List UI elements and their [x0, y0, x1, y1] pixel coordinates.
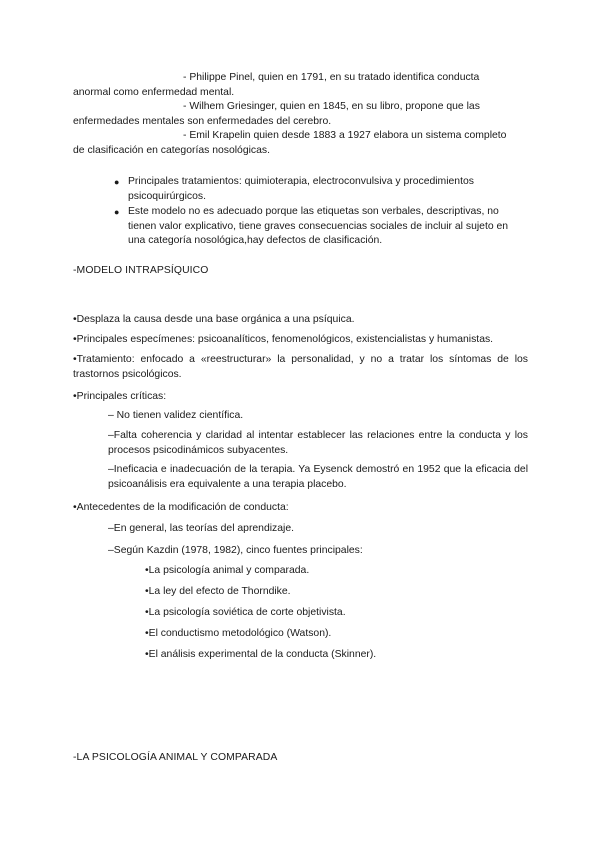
bullet-text: Este modelo no es adecuado porque las etiquetas son verbales, descriptivas, no tienen valor explicativo, tiene graves consecuencias sociales de incluir al sujeto en una categoría nosológica,hay defectos de clasificación.	[128, 206, 509, 246]
fuente-item: •La psicología soviética de corte objetivista.	[145, 607, 346, 618]
critica-item: –Ineficacia e inadecuación de la terapia. Ya Eysenck demostró en 1952 que la eficacia del psicoanálisis era equivalente a una terapia placebo.	[108, 464, 528, 490]
section-heading-intrapsiquico: -MODELO INTRAPSÍQUICO	[73, 265, 209, 276]
fuente-item: •La psicología animal y comparada.	[145, 565, 310, 576]
bullet-item	[114, 175, 528, 204]
bullet-item	[114, 205, 528, 249]
kraepelin-line-1: - Emil Krapelin quien desde 1883 a 1927 elabora un sistema completo	[183, 130, 507, 141]
kraepelin-line-2: de clasificación en categorías nosológicas.	[73, 144, 270, 156]
antecedente-item: –Según Kazdin (1978, 1982), cinco fuentes principales:	[108, 545, 363, 556]
pinel-line-1: - Philippe Pinel, quien en 1791, en su tratado identifica conducta	[183, 72, 480, 83]
griesinger-line-1: - Wilhem Griesinger, quien en 1845, en su libro, propone que las	[183, 101, 480, 112]
criticas-title: •Principales críticas:	[73, 391, 167, 402]
bullet-text: Principales tratamientos: quimioterapia, electroconvulsiva y procedimientos psicoquirúrgicos.	[128, 176, 474, 202]
antecedente-item: –En general, las teorías del aprendizaje.	[108, 523, 294, 534]
fuente-item: •La ley del efecto de Thorndike.	[145, 586, 291, 597]
bullet-dot-icon: ●	[114, 207, 120, 217]
bullet-dot-icon: ●	[114, 177, 120, 187]
fuente-item: •El conductismo metodológico (Watson).	[145, 628, 332, 639]
section-heading-psicologia-animal: -LA PSICOLOGÍA ANIMAL Y COMPARADA	[73, 752, 278, 763]
intrapsiquico-p2: •Principales especímenes: psicoanalíticos, fenomenológicos, existencialistas y humanistas.	[73, 334, 494, 345]
critica-item: –Falta coherencia y claridad al intentar establecer las relaciones entre la conducta y los procesos psicodinámicos subyacentes.	[108, 430, 528, 456]
intrapsiquico-p1: •Desplaza la causa desde una base orgánica a una psíquica.	[73, 314, 355, 325]
griesinger-line-2: enfermedades mentales son enfermedades del cerebro.	[73, 115, 332, 127]
antecedentes-title: •Antecedentes de la modificación de conducta:	[73, 502, 289, 513]
intrapsiquico-p3: •Tratamiento: enfocado a «reestructurar» la personalidad, y no a tratar los síntomas de los trastornos psicológicos.	[73, 354, 528, 380]
fuente-item: •El análisis experimental de la conducta (Skinner).	[145, 649, 377, 660]
pinel-line-2: anormal como enfermedad mental.	[73, 86, 235, 98]
pinel-paragraph	[73, 71, 513, 158]
critica-item: – No tienen validez científica.	[108, 410, 244, 421]
